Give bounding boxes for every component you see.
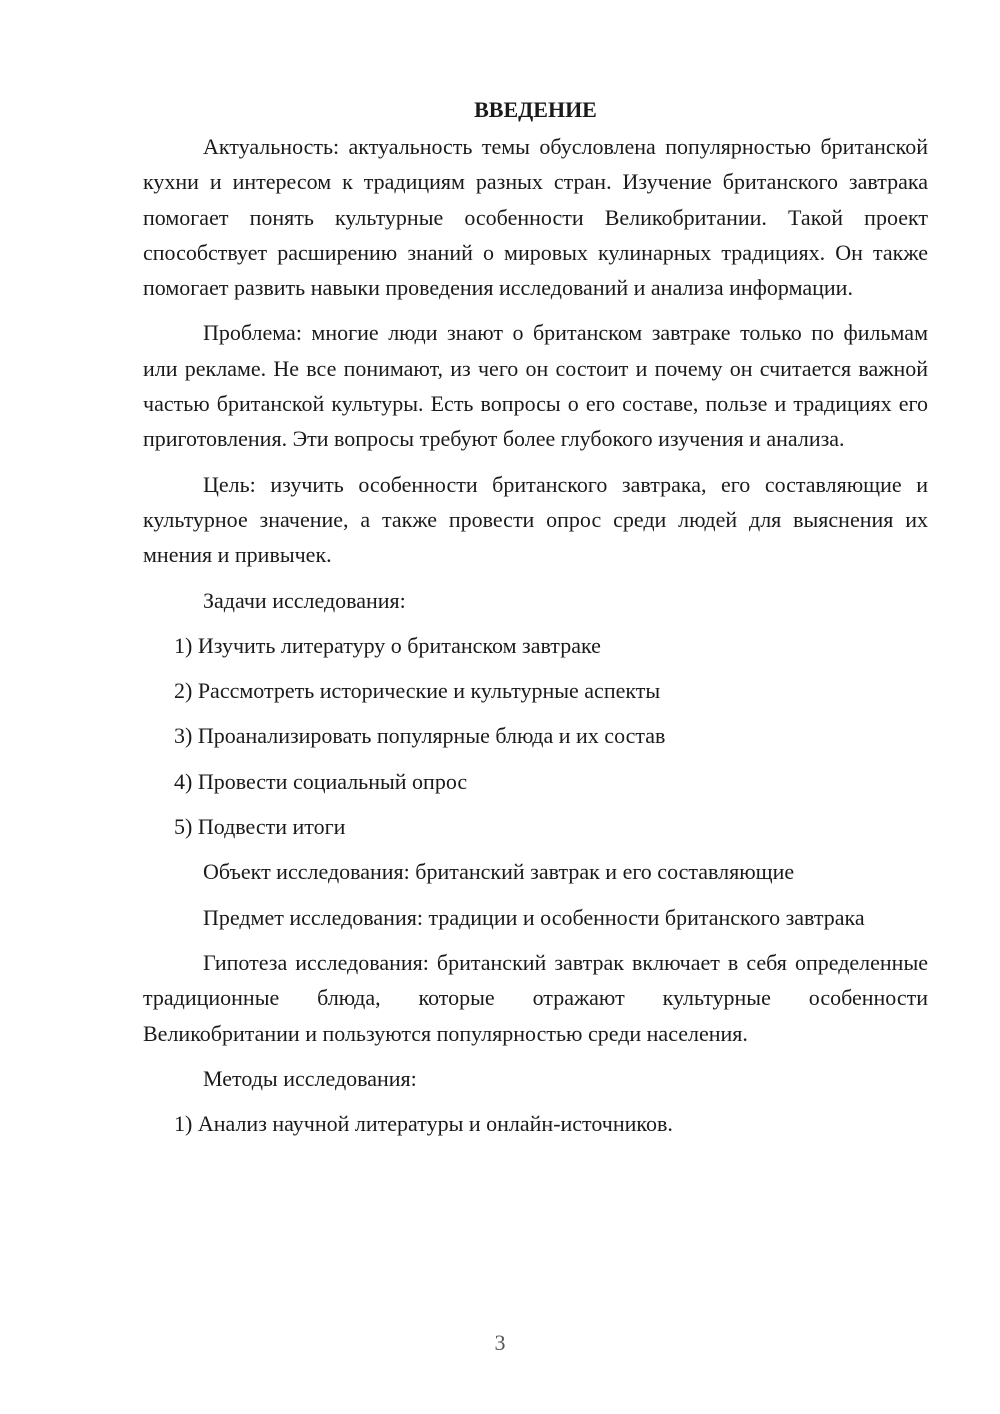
tasks-list (143, 628, 928, 844)
subject-paragraph: Предмет исследования: традиции и особенности британского завтрака (203, 904, 865, 930)
object-paragraph: Объект исследования: британский завтрак и его составляющие (203, 859, 795, 885)
list-item: 5) Подвести итоги (174, 814, 346, 840)
page-number: 3 (494, 1330, 506, 1355)
list-item: 3) Проанализировать популярные блюда и их состав (174, 723, 666, 749)
list-item: 2) Рассмотреть исторические и культурные аспекты (174, 678, 661, 704)
page-title: ВВЕДЕНИЕ (474, 97, 597, 122)
methods-heading: Методы исследования: (203, 1065, 417, 1091)
problem-paragraph: Проблема: многие люди знают о британском завтраке только по фильмам или рекламе. Не все понимают, из чего он состоит и почему он считается важной частью британской культуры. Есть вопросы о его составе, пользе и традициях его приготовления. Эти вопросы требуют более глубокого изучения и анализа. (143, 320, 928, 452)
hypothesis-paragraph: Гипотеза исследования: британский завтрак включает в себя определенные традиционные блюда, которые отражают культурные особенности Великобритании и пользуются популярностью среди населения. (143, 949, 928, 1046)
list-item: 4) Провести социальный опрос (174, 768, 468, 794)
list-item: 1) Изучить литературу о британском завтраке (174, 632, 601, 658)
relevance-paragraph: Актуальность: актуальность темы обусловлена популярностью британской кухни и интересом к традициям разных стран. Изучение британского завтрака помогает понять культурные особенности Великобритании. Такой проект способствует расширению знаний о мировых кулинарных традициях. Он также помогает развить навыки проведения исследований и анализа информации. (143, 134, 928, 301)
document-page (143, 92, 928, 1151)
list-item: 1) Анализ научной литературы и онлайн-источников. (174, 1111, 673, 1137)
methods-list (143, 1106, 928, 1141)
tasks-heading: Задачи исследования: (203, 587, 406, 613)
goal-paragraph: Цель: изучить особенности британского завтрака, его составляющие и культурное значение, а также провести опрос среди людей для выяснения их мнения и привычек. (143, 471, 928, 568)
